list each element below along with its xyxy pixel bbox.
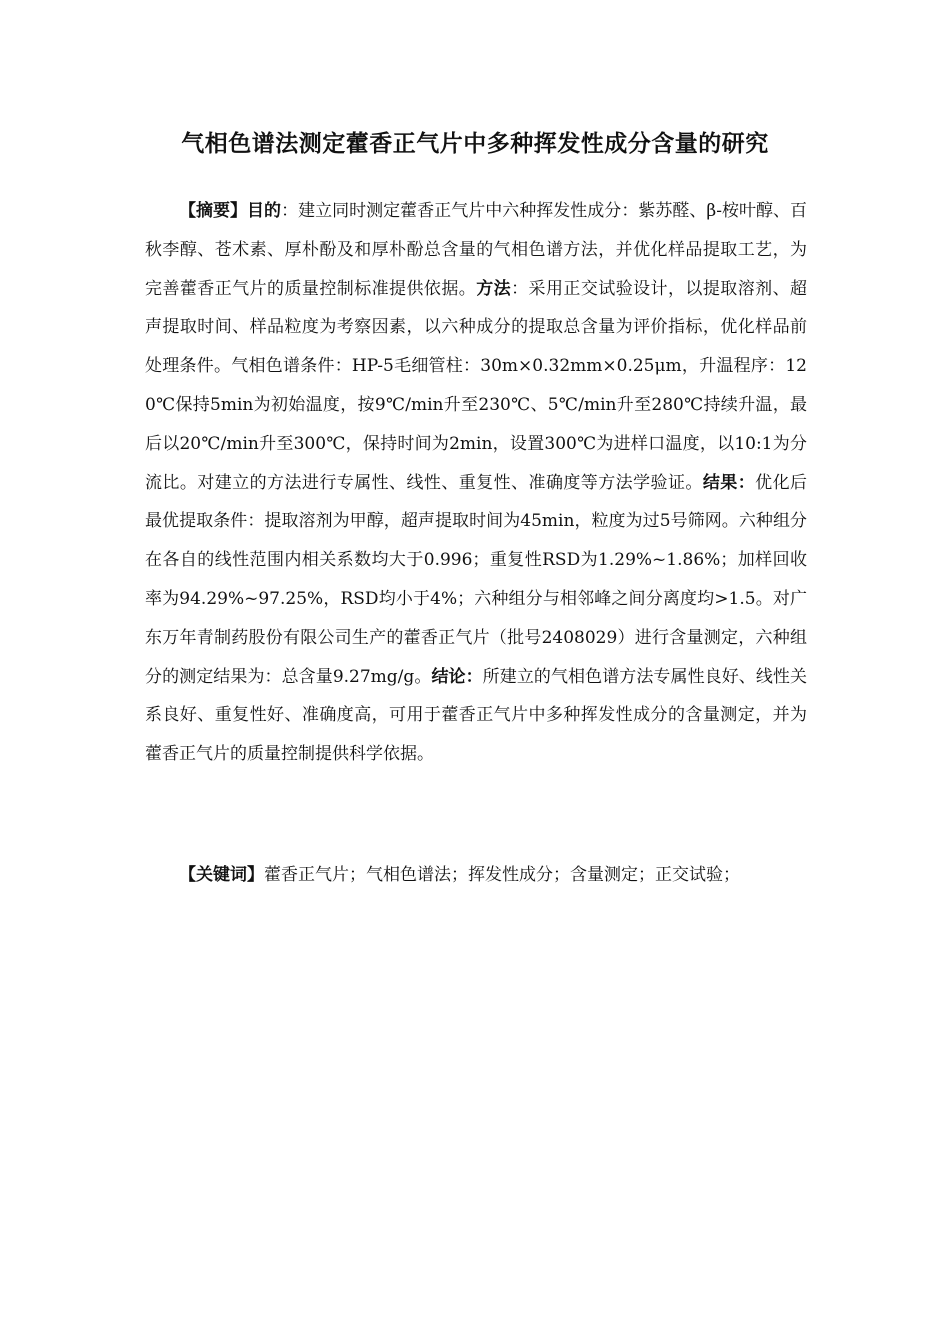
conclusion-text: 所建立的气相色谱方法专属性良好、线性关系良好、重复性好、准确度高，可用于藿香正气片中多种挥发性成分的含量测定，并为藿香正气片的质量控制提供科学依据。 xyxy=(145,666,808,765)
results-text: 优化后最优提取条件：提取溶剂为甲醇，超声提取时间为45min，粒度为过5号筛网。六种组分在各自的线性范围内相关系数均大于0.996；重复性RSD为1.29%~1.86%；加样回收率为94.29%~97.25%，RSD均小于4%；六种组分与相邻峰之间分离度均>1.5。对广东万年青制药股份有限公司生产的藿香正气片（批号2408029）进行含量测定，六种组分的测定结果为：总含量9.27mg/g。 xyxy=(145,472,808,687)
methods-text: 采用正交试验设计，以提取溶剂、超声提取时间、样品粒度为考察因素，以六种成分的提取总含量为评价指标，优化样品前处理条件。气相色谱条件：HP-5毛细管柱：30m×0.32mm×0.25μm，升温程序：120℃保持5min为初始温度，按9℃/min升至230℃、5℃/min升至280℃持续升温，最后以20℃/min升至300℃，保持时间为2min，设置300℃为进样口温度，以10:1为分流比。对建立的方法进行专属性、线性、重复性、准确度等方法学验证。 xyxy=(145,278,808,493)
conclusion-label: 结论： xyxy=(431,666,483,687)
objective-label: 目的 xyxy=(247,201,282,221)
objective-text: 建立同时测定藿香正气片中六种挥发性成分：紫苏醛、β-桉叶醇、百秋李醇、苍术素、厚朴酚及和厚朴酚总含量的气相色谱方法，并优化样品提取工艺，为完善藿香正气片的质量控制标准提供依据。 xyxy=(145,201,808,299)
objective-colon: ： xyxy=(281,201,299,221)
methods-label: 方法 xyxy=(476,278,512,299)
paper-title: 气相色谱法测定藿香正气片中多种挥发性成分含量的研究 xyxy=(181,131,769,157)
abstract-paragraph xyxy=(145,192,807,774)
methods-colon: ： xyxy=(511,278,529,299)
keywords-text: 藿香正气片；气相色谱法；挥发性成分；含量测定；正交试验； xyxy=(264,865,740,885)
abstract-label: 【摘要】 xyxy=(179,201,248,221)
results-label: 结果： xyxy=(702,472,756,493)
keywords-label: 【关键词】 xyxy=(179,865,264,885)
keywords-line xyxy=(145,856,807,894)
